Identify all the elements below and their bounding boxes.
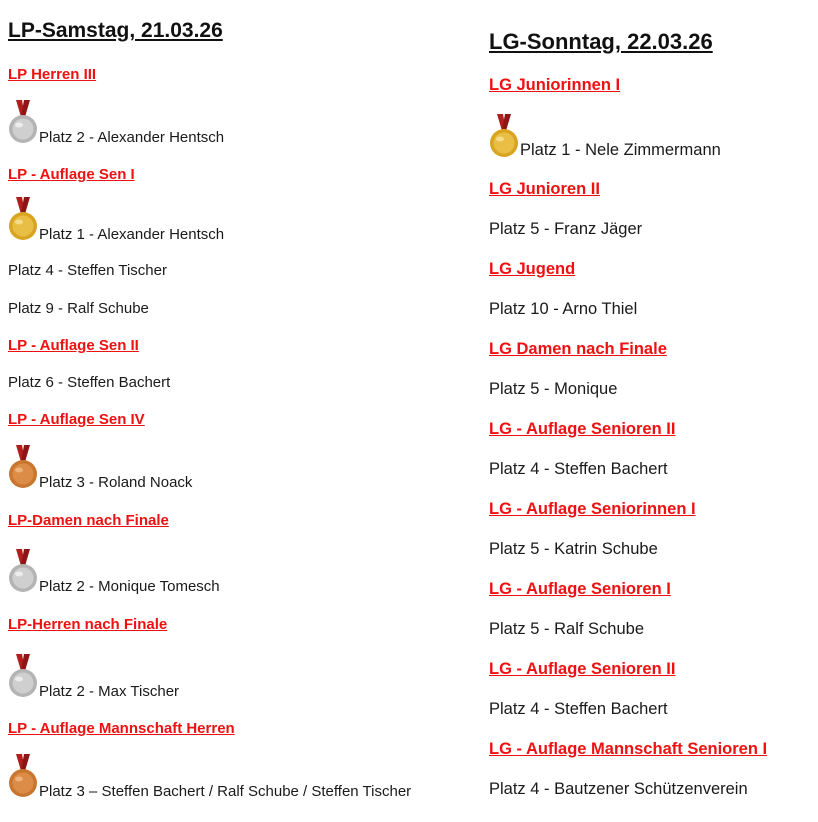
category-link[interactable]: LG - Auflage Mannschaft Senioren I (489, 740, 768, 758)
result-entry: Platz 6 - Steffen Bachert (8, 374, 171, 391)
category-link[interactable]: LG Jugend (489, 260, 576, 278)
result-entry: Platz 4 - Steffen Bachert (489, 460, 668, 478)
saturday-title: LP-Samstag, 21.03.26 (8, 19, 223, 42)
gold-medal-icon (489, 114, 519, 158)
silver-medal-icon (8, 100, 38, 144)
result-entry: Platz 10 - Arno Thiel (489, 300, 638, 318)
result-text: Platz 3 - Roland Noack (39, 474, 193, 491)
result-entry: Platz 9 - Ralf Schube (8, 300, 149, 317)
category-link[interactable]: LP - Auflage Sen II (8, 337, 139, 354)
result-entry: Platz 5 - Franz Jäger (489, 220, 643, 238)
category-link[interactable]: LG - Auflage Senioren II (489, 660, 676, 678)
category-link[interactable]: LG Junioren II (489, 180, 600, 198)
gold-medal-icon (8, 197, 38, 241)
result-entry: Platz 4 - Steffen Tischer (8, 262, 167, 279)
sunday-title: LG-Sonntag, 22.03.26 (489, 29, 713, 54)
category-link[interactable]: LG - Auflage Seniorinnen I (489, 500, 696, 518)
result-text: Platz 2 - Alexander Hentsch (39, 129, 225, 146)
category-link[interactable]: LG - Auflage Senioren I (489, 580, 671, 598)
result-entry: Platz 4 - Steffen Bachert (489, 700, 668, 718)
category-link[interactable]: LG Damen nach Finale (489, 340, 667, 358)
category-link[interactable]: LP Herren III (8, 66, 97, 83)
silver-medal-icon (8, 549, 38, 593)
result-text: Platz 2 - Max Tischer (39, 683, 180, 700)
category-link[interactable]: LP-Herren nach Finale (8, 616, 168, 633)
category-link[interactable]: LP-Damen nach Finale (8, 512, 169, 529)
bronze-medal-icon (8, 445, 38, 489)
category-link[interactable]: LP - Auflage Sen I (8, 166, 135, 183)
silver-medal-icon (8, 654, 38, 698)
result-text: Platz 2 - Monique Tomesch (39, 578, 220, 595)
category-link[interactable]: LP - Auflage Sen IV (8, 411, 145, 428)
result-text: Platz 1 - Nele Zimmermann (520, 141, 721, 159)
bronze-medal-icon (8, 754, 38, 798)
category-link[interactable]: LG Juniorinnen I (489, 76, 621, 94)
result-entry: Platz 5 - Monique (489, 380, 618, 398)
result-entry: Platz 5 - Katrin Schube (489, 540, 658, 558)
result-entry: Platz 5 - Ralf Schube (489, 620, 644, 638)
result-text: Platz 3 – Steffen Bachert / Ralf Schube / Steffen Tischer (39, 783, 412, 800)
result-text: Platz 1 - Alexander Hentsch (39, 226, 225, 243)
category-link[interactable]: LG - Auflage Senioren II (489, 420, 676, 438)
result-entry: Platz 4 - Bautzener Schützenverein (489, 780, 748, 798)
category-link[interactable]: LP - Auflage Mannschaft Herren (8, 720, 235, 737)
